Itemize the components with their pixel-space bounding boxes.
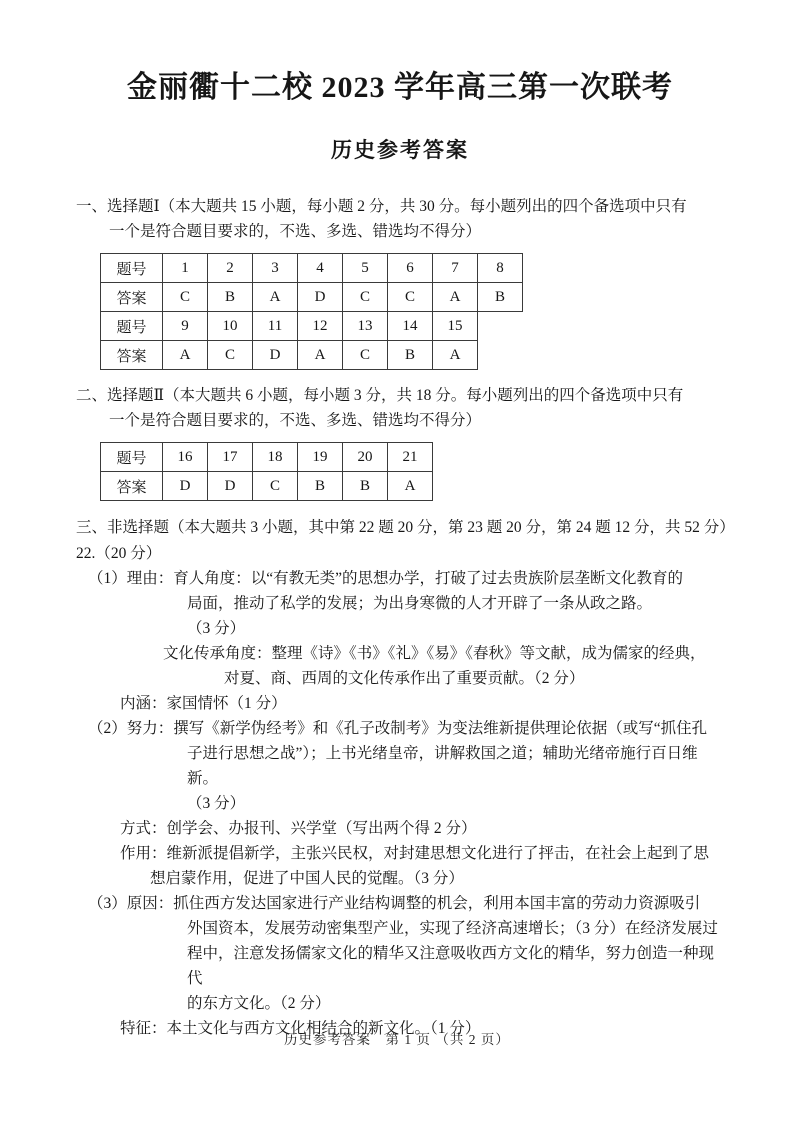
answer-cell: B	[478, 283, 523, 312]
answer-line: 特征：本土文化与西方文化相结合的新文化。（1 分）	[120, 1020, 481, 1037]
question-22-answers	[76, 541, 724, 1041]
answer-cell: B	[298, 472, 343, 501]
answer-line: 文化传承角度：整理《诗》《书》《礼》《易》《春秋》等文献，成为儒家的经典，	[163, 645, 706, 662]
table-row	[101, 472, 433, 501]
answer-cell: C	[343, 283, 388, 312]
table-row	[101, 312, 523, 341]
answer-line: （3 分）	[187, 795, 246, 812]
section2-heading	[76, 383, 724, 433]
answer-cell: 4	[298, 254, 343, 283]
row-label-cell: 答案	[101, 283, 163, 312]
answer-cell: 21	[388, 443, 433, 472]
answer-cell: 20	[343, 443, 388, 472]
answer-line: （1）理由：育人角度：以“有教无类”的思想办学，打破了过去贵族阶层垄断文化教育的	[88, 570, 684, 587]
answer-line: 的东方文化。（2 分）	[187, 995, 331, 1012]
row-label-cell: 题号	[101, 254, 163, 283]
answer-cell: 16	[163, 443, 208, 472]
answer-cell: C	[388, 283, 433, 312]
answer-table-section1	[100, 253, 523, 370]
answer-cell: 14	[388, 312, 433, 341]
answer-line: （3）原因：抓住西方发达国家进行产业结构调整的机会，利用本国丰富的劳动力资源吸引	[88, 895, 701, 912]
section3-heading-line: 三、非选择题（本大题共 3 小题，其中第 22 题 20 分，第 23 题 20 分，第 24 题 12 分，共 52 分）	[76, 519, 735, 536]
section3-heading	[76, 515, 735, 540]
answer-cell: 6	[388, 254, 433, 283]
table-row	[101, 341, 523, 370]
answer-cell: 13	[343, 312, 388, 341]
answer-line: （2）努力：撰写《新学伪经考》和《孔子改制考》为变法维新提供理论依据（或写“抓住孔	[88, 720, 708, 737]
table-row	[101, 254, 523, 283]
answer-cell: D	[253, 341, 298, 370]
row-label-cell: 答案	[101, 341, 163, 370]
answer-line: 局面，推动了私学的发展；为出身寒微的人才开辟了一条从政之路。	[187, 595, 653, 612]
answer-line: 作用：维新派提倡新学，主张兴民权，对封建思想文化进行了抨击，在社会上起到了思	[120, 845, 710, 862]
answer-line: 方式：创学会、办报刊、兴学堂（写出两个得 2 分）	[120, 820, 477, 837]
answer-cell: B	[208, 283, 253, 312]
answer-cell: C	[343, 341, 388, 370]
answer-cell: D	[298, 283, 343, 312]
table-row	[101, 283, 523, 312]
answer-cell: A	[388, 472, 433, 501]
answer-line: 程中，注意发扬儒家文化的精华又注意吸收西方文化的精华，努力创造一种现代	[187, 945, 715, 987]
answer-line: （3 分）	[187, 620, 246, 637]
answer-cell: 12	[298, 312, 343, 341]
doc-subtitle: 历史参考答案	[331, 138, 469, 162]
answer-cell: 7	[433, 254, 478, 283]
doc-title: 金丽衢十二校 2023 学年高三第一次联考	[127, 71, 673, 104]
answer-cell: 15	[433, 312, 478, 341]
answer-cell: 19	[298, 443, 343, 472]
answer-cell: C	[253, 472, 298, 501]
answer-cell: C	[163, 283, 208, 312]
row-label-cell: 题号	[101, 312, 163, 341]
answer-cell: 8	[478, 254, 523, 283]
answer-cell: 11	[253, 312, 298, 341]
answer-cell: 18	[253, 443, 298, 472]
answer-cell: A	[253, 283, 298, 312]
answer-line: 子进行思想之战”）；上书光绪皇帝，讲解救国之道；辅助光绪帝施行百日维新。	[187, 745, 698, 787]
answer-cell: 5	[343, 254, 388, 283]
table-row	[101, 443, 433, 472]
answer-cell: A	[163, 341, 208, 370]
answer-cell: A	[298, 341, 343, 370]
answer-cell: D	[163, 472, 208, 501]
answer-cell: 10	[208, 312, 253, 341]
answer-cell: 2	[208, 254, 253, 283]
answer-cell: 9	[163, 312, 208, 341]
section2-heading-line1: 二、选择题Ⅱ（本大题共 6 小题，每小题 3 分，共 18 分。每小题列出的四个备选项中只有	[76, 387, 684, 404]
answer-cell: B	[343, 472, 388, 501]
answer-cell: D	[208, 472, 253, 501]
question-number: 22.（20 分）	[76, 545, 162, 562]
section1-heading-line2: 一个是符合题目要求的，不选、多选、错选均不得分）	[109, 223, 482, 240]
answer-table-section2	[100, 442, 433, 501]
answer-cell: 1	[163, 254, 208, 283]
answer-cell: B	[388, 341, 433, 370]
section2-heading-line2: 一个是符合题目要求的，不选、多选、错选均不得分）	[109, 412, 482, 429]
row-label-cell: 答案	[101, 472, 163, 501]
section1-heading-line1: 一、选择题Ⅰ（本大题共 15 小题，每小题 2 分，共 30 分。每小题列出的四个备选项中只有	[76, 198, 687, 215]
section1-heading	[76, 194, 724, 244]
answer-cell: 17	[208, 443, 253, 472]
answer-cell: 3	[253, 254, 298, 283]
answer-cell: A	[433, 341, 478, 370]
answer-line: 内涵：家国情怀（1 分）	[120, 695, 287, 712]
answer-line: 外国资本，发展劳动密集型产业，实现了经济高速增长；（3 分）在经济发展过	[187, 920, 718, 937]
footer-text: 历史参考答案 第 1 页 （共 2 页）	[284, 1032, 510, 1047]
answer-cell: A	[433, 283, 478, 312]
answer-line: 想启蒙作用，促进了中国人民的觉醒。（3 分）	[150, 870, 464, 887]
page-footer	[0, 1028, 794, 1048]
answer-line: 对夏、商、西周的文化传承作出了重要贡献。（2 分）	[224, 670, 585, 687]
row-label-cell: 题号	[101, 443, 163, 472]
answer-cell: C	[208, 341, 253, 370]
